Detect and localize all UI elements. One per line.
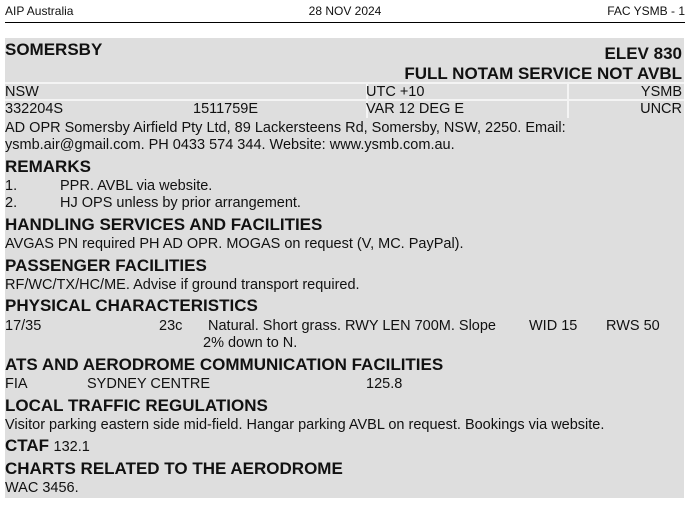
- operator-line-2: ysmb.air@gmail.com. PH 0433 574 344. Website: www.ysmb.com.au.: [5, 137, 455, 153]
- passenger-heading: PASSENGER FACILITIES: [5, 256, 207, 275]
- aerodrome-elevation: ELEV 830: [604, 44, 682, 63]
- remark-text: PPR. AVBL via website.: [60, 178, 213, 194]
- aerodrome-facility-sheet: [5, 38, 684, 498]
- aerodrome-status: UNCR: [640, 101, 682, 117]
- physical-heading: PHYSICAL CHARACTERISTICS: [5, 296, 258, 315]
- runway-designator: 17/35: [5, 318, 42, 334]
- header-page-id: FAC YSMB - 1: [607, 4, 685, 18]
- passenger-text: RF/WC/TX/HC/ME. Advise if ground transport required.: [5, 277, 360, 293]
- ats-unit: SYDNEY CENTRE: [87, 376, 211, 392]
- ats-heading: ATS AND AERODROME COMMUNICATION FACILITIES: [5, 355, 444, 374]
- header-date: 28 NOV 2024: [308, 4, 382, 18]
- local-traffic-text: Visitor parking eastern side mid-field. Hangar parking AVBL on request. Bookings via website.: [5, 417, 605, 433]
- page-header: [5, 4, 685, 23]
- runway-width: WID 15: [529, 318, 578, 334]
- remark-number: 1.: [5, 178, 18, 194]
- ctaf-label: CTAF: [5, 436, 50, 455]
- aerodrome-name: SOMERSBY: [5, 40, 103, 59]
- runway-strip: RWS 50: [606, 318, 660, 334]
- ctaf-frequency: 132.1: [53, 439, 90, 455]
- handling-text: AVGAS PN required PH AD OPR. MOGAS on request (V, MC. PayPal).: [5, 236, 464, 252]
- remarks-heading: REMARKS: [5, 157, 91, 176]
- handling-heading: HANDLING SERVICES AND FACILITIES: [5, 215, 323, 234]
- charts-text: WAC 3456.: [5, 480, 79, 496]
- operator-line-1: AD OPR Somersby Airfield Pty Ltd, 89 Lackersteens Rd, Somersby, NSW, 2250. Email:: [5, 120, 566, 136]
- remark-text: HJ OPS unless by prior arrangement.: [60, 195, 301, 211]
- runway-code: 23c: [159, 318, 183, 334]
- longitude: 1511759E: [193, 101, 259, 117]
- icao-code: YSMB: [640, 84, 682, 100]
- divider: [5, 99, 684, 101]
- remark-number: 2.: [5, 195, 18, 211]
- latitude: 332204S: [5, 101, 64, 117]
- ctaf-row: [5, 436, 90, 456]
- magnetic-variation: VAR 12 DEG E: [366, 101, 465, 117]
- state: NSW: [5, 84, 39, 100]
- utc-offset: UTC +10: [366, 84, 425, 100]
- divider: [567, 82, 569, 118]
- runway-slope: 2% down to N.: [203, 335, 298, 351]
- runway-description: Natural. Short grass. RWY LEN 700M. Slope: [208, 318, 496, 334]
- header-publication: AIP Australia: [5, 4, 74, 18]
- ats-service: FIA: [5, 376, 28, 392]
- notam-service-status: FULL NOTAM SERVICE NOT AVBL: [404, 64, 682, 83]
- charts-heading: CHARTS RELATED TO THE AERODROME: [5, 459, 343, 478]
- ats-frequency: 125.8: [366, 376, 403, 392]
- local-traffic-heading: LOCAL TRAFFIC REGULATIONS: [5, 396, 268, 415]
